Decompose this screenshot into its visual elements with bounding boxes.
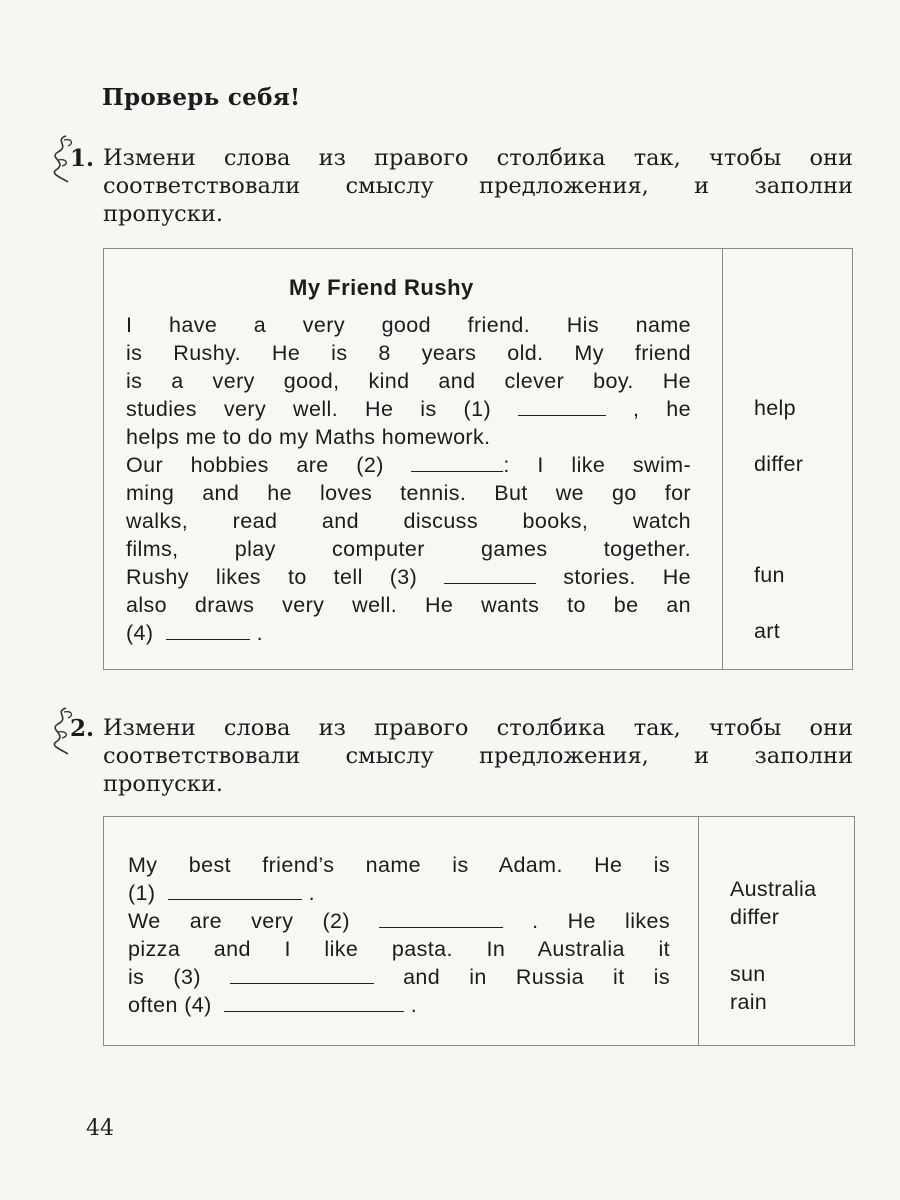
story-text: Our hobbies are (2) — [126, 453, 384, 477]
story-text: (1) — [128, 881, 156, 905]
story-line — [126, 563, 691, 591]
answer-blank-4[interactable] — [224, 1005, 404, 1012]
story-line — [126, 395, 691, 423]
task-1-number: 1. — [70, 145, 95, 172]
story-line: I have a very good friend. His name — [126, 313, 691, 337]
word-fun: fun — [754, 563, 785, 587]
task-2-instruction — [103, 714, 853, 798]
task-1-instruction — [103, 144, 853, 228]
task-1-line-2: соответствовали смыслу предложения, и заполни — [103, 173, 853, 199]
task-2-number: 2. — [70, 715, 95, 742]
task-1-line-3: пропуски. — [103, 201, 223, 227]
word-australia: Australia — [730, 877, 817, 901]
task-2-exercise-box — [103, 816, 855, 1046]
story-text: . — [256, 621, 263, 645]
story-text: . He likes — [532, 909, 671, 933]
task-2-line-2: соответствовали смыслу предложения, и заполни — [103, 743, 853, 769]
column-divider — [698, 817, 699, 1045]
page-number: 44 — [86, 1116, 114, 1141]
answer-blank-3[interactable] — [230, 977, 374, 984]
story-line: helps me to do my Maths homework. — [126, 425, 491, 449]
story-text: and in Russia it is — [403, 965, 671, 989]
task-2-story — [128, 851, 670, 1019]
word-sun: sun — [730, 962, 766, 986]
answer-blank-2[interactable] — [379, 921, 503, 928]
story-text: is (3) — [128, 965, 201, 989]
story-line: is a very good, kind and clever boy. He — [126, 369, 691, 393]
task-1-exercise-box — [103, 248, 853, 670]
story-text: (4) — [126, 621, 154, 645]
story-line: walks, read and discuss books, watch — [126, 509, 691, 533]
task-1-story — [126, 311, 691, 647]
story-text: stories. He — [563, 565, 691, 589]
task-1-line-1: Измени слова из правого столбика так, чтобы они — [103, 145, 853, 171]
story-line: pizza and I like pasta. In Australia it — [128, 937, 670, 961]
story-line — [126, 619, 691, 647]
answer-blank-3[interactable] — [444, 577, 536, 584]
word-help: help — [754, 396, 796, 420]
story-text: We are very (2) — [128, 909, 350, 933]
story-line: also draws very well. He wants to be an — [126, 593, 691, 617]
story-text: studies very well. He is (1) — [126, 397, 492, 421]
answer-blank-1[interactable] — [168, 893, 302, 900]
story-text: . — [410, 993, 418, 1017]
word-differ: differ — [730, 905, 780, 929]
story-line — [128, 907, 670, 935]
story-text: , he — [632, 397, 692, 421]
story-line: ming and he loves tennis. But we go for — [126, 481, 691, 505]
story-line — [126, 451, 691, 479]
story-line: is Rushy. He is 8 years old. My friend — [126, 341, 691, 365]
story-text: . — [308, 881, 315, 905]
story-text: Rushy likes to tell (3) — [126, 565, 418, 589]
task-2-line-3: пропуски. — [103, 771, 223, 797]
story-line — [128, 991, 670, 1019]
story-text: : I like swim- — [503, 453, 691, 477]
word-rain: rain — [730, 990, 768, 1014]
word-art: art — [754, 619, 780, 643]
story-line: My best friend’s name is Adam. He is — [128, 853, 670, 877]
answer-blank-1[interactable] — [518, 409, 606, 416]
answer-blank-2[interactable] — [411, 465, 503, 472]
word-differ: differ — [754, 452, 804, 476]
story-text: often (4) — [128, 993, 212, 1017]
story-title: My Friend Rushy — [289, 275, 474, 300]
column-divider — [722, 249, 723, 669]
story-line — [128, 963, 670, 991]
task-2-line-1: Измени слова из правого столбика так, чтобы они — [103, 715, 853, 741]
answer-blank-4[interactable] — [166, 633, 250, 640]
page-heading: Проверь себя! — [102, 84, 301, 111]
story-line — [128, 879, 670, 907]
story-line: films, play computer games together. — [126, 537, 691, 561]
